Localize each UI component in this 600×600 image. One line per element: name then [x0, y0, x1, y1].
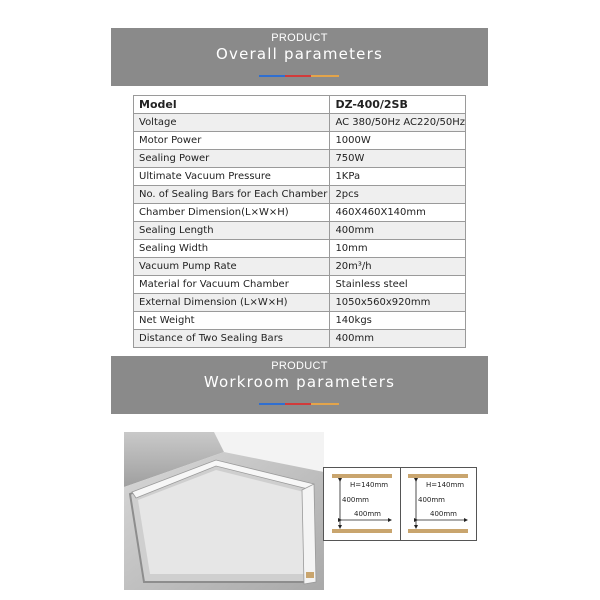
sealing-bar-bottom-right [408, 529, 468, 533]
sealing-bar-top-right [408, 474, 468, 478]
accent-bar-red [285, 403, 311, 405]
spec-label: No. of Sealing Bars for Each Chamber [134, 186, 330, 204]
spec-table-header [134, 96, 466, 114]
accent-bar-blue [259, 75, 285, 77]
spec-row [134, 240, 466, 258]
sealing-bar-bottom-left [332, 529, 392, 533]
vertical-length-label: 400mm [418, 496, 445, 504]
spec-row [134, 132, 466, 150]
header-model: DZ-400/2SB [330, 96, 466, 114]
workroom-parameters-banner [111, 356, 488, 414]
spec-row [134, 222, 466, 240]
accent-bar-blue [259, 403, 285, 405]
spec-label: Material for Vacuum Chamber [134, 276, 330, 294]
spec-value: 2pcs [330, 186, 466, 204]
spec-label: Distance of Two Sealing Bars [134, 330, 330, 348]
spec-row [134, 330, 466, 348]
spec-value: 1KPa [330, 168, 466, 186]
spec-row [134, 276, 466, 294]
horizontal-length-label: 400mm [430, 510, 457, 518]
horizontal-length-label: 400mm [354, 510, 381, 518]
banner-title: Workroom parameters [203, 373, 396, 391]
accent-bar-orange [311, 75, 339, 77]
height-label: H=140mm [426, 481, 465, 489]
spec-label: Net Weight [134, 312, 330, 330]
spec-label: Chamber Dimension(L×W×H) [134, 204, 330, 222]
spec-row [134, 186, 466, 204]
spec-row [134, 312, 466, 330]
workroom-diagram [323, 467, 477, 541]
spec-label: Sealing Width [134, 240, 330, 258]
banner-title: Overall parameters [216, 45, 383, 63]
spec-value: AC 380/50Hz AC220/50Hz [330, 114, 466, 132]
spec-row [134, 204, 466, 222]
spec-value: 460X460X140mm [330, 204, 466, 222]
spec-value: 20m³/h [330, 258, 466, 276]
height-label: H=140mm [350, 481, 389, 489]
spec-row [134, 294, 466, 312]
accent-bar-red [285, 75, 311, 77]
spec-value: 1050x560x920mm [330, 294, 466, 312]
spec-label: Sealing Length [134, 222, 330, 240]
spec-row [134, 150, 466, 168]
vertical-length-label: 400mm [342, 496, 369, 504]
banner-subtitle: PRODUCT [271, 360, 328, 372]
diagram-graphics [324, 468, 476, 540]
spec-value: 750W [330, 150, 466, 168]
overall-parameters-banner [111, 28, 488, 86]
banner-subtitle: PRODUCT [271, 32, 328, 44]
spec-label: External Dimension (L×W×H) [134, 294, 330, 312]
spec-label: Ultimate Vacuum Pressure [134, 168, 330, 186]
spec-label: Motor Power [134, 132, 330, 150]
vacuum-chamber-photo [124, 432, 324, 590]
accent-bar-orange [311, 403, 339, 405]
spec-row [134, 114, 466, 132]
spec-value: 10mm [330, 240, 466, 258]
spec-row [134, 258, 466, 276]
spec-label: Sealing Power [134, 150, 330, 168]
header-label: Model [134, 96, 330, 114]
spec-label: Vacuum Pump Rate [134, 258, 330, 276]
spec-value: Stainless steel [330, 276, 466, 294]
spec-table [133, 95, 466, 348]
spec-value: 140kgs [330, 312, 466, 330]
sealing-bar-top-left [332, 474, 392, 478]
spec-value: 400mm [330, 330, 466, 348]
spec-row [134, 168, 466, 186]
spec-value: 400mm [330, 222, 466, 240]
spec-value: 1000W [330, 132, 466, 150]
spec-label: Voltage [134, 114, 330, 132]
